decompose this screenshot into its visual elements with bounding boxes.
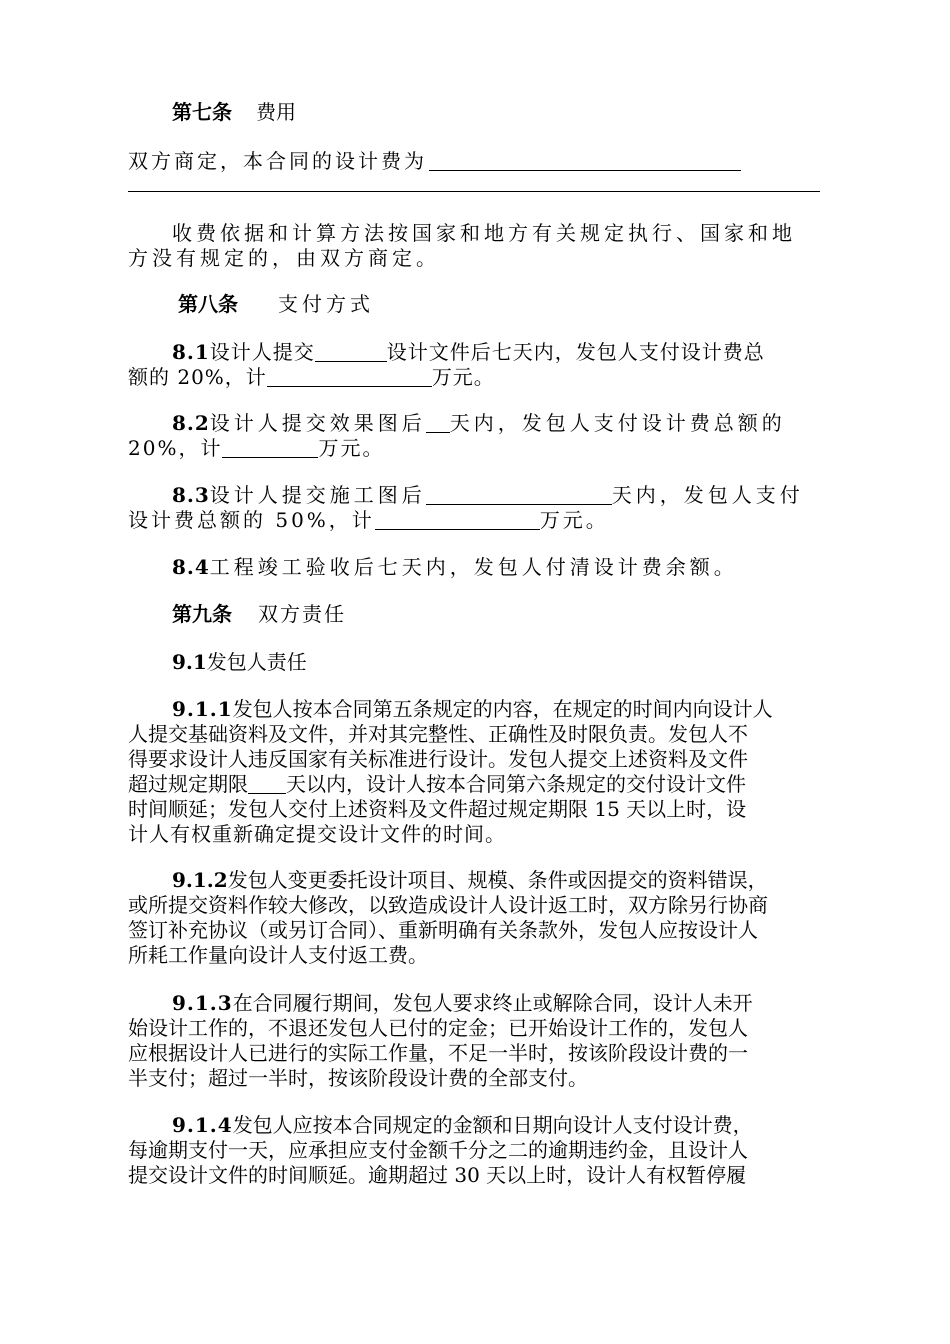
clause-8-1-line1 xyxy=(172,339,765,365)
clause-text: 天内，发包人支付 xyxy=(611,483,804,507)
blank xyxy=(222,437,318,458)
clause-text: 工程竣工验收后七天内，发包人付清设计费余额。 xyxy=(209,555,738,579)
clause-9-1-2-line2: 或所提交资料作较大修改，以致造成设计人设计返工时，双方除另行协商 xyxy=(128,893,768,917)
clause-8-3-line1 xyxy=(172,482,804,508)
article-7-fee-line xyxy=(128,148,741,174)
clause-text: 设计人提交施工图后 xyxy=(209,483,426,507)
fee-blank xyxy=(429,150,741,171)
clause-number: 9.1.2 xyxy=(172,868,228,892)
clause-number: 8.4 xyxy=(172,555,210,579)
article-9-title: 第九条 xyxy=(172,602,232,626)
clause-text: 设计文件后七天内，发包人支付设计费总 xyxy=(386,340,765,364)
clause-9-1-3-line4: 半支付；超过一半时，按该阶段设计费的全部支付。 xyxy=(128,1066,588,1090)
clause-text: 发包人按本合同第五条规定的内容，在规定的时间内向设计人 xyxy=(232,697,773,721)
clause-9-1-4-line3: 提交设计文件的时间顺延。逾期超过 30 天以上时，设计人有权暂停履 xyxy=(128,1163,747,1187)
clause-8-1-line2 xyxy=(128,364,495,390)
clause-9-1-3-line1 xyxy=(172,990,753,1016)
fee-statement: 双方商定，本合同的设计费为 xyxy=(128,149,427,173)
clause-9-1-1-line3: 得要求设计人违反国家有关标准进行设计。发包人提交上述资料及文件 xyxy=(128,747,748,771)
clause-text: 万元。 xyxy=(431,365,495,389)
clause-text: 发包人应按本合同规定的金额和日期向设计人支付设计费， xyxy=(232,1113,753,1137)
clause-9-1-4-line2: 每逾期支付一天，应承担应支付金额千分之二的逾期违约金，且设计人 xyxy=(128,1138,748,1162)
clause-number: 9.1.3 xyxy=(172,991,233,1015)
blank xyxy=(426,484,612,505)
clause-8-3-line2 xyxy=(128,507,609,533)
clause-text: 发包人变更委托设计项目、规模、条件或因提交的资料错误， xyxy=(227,868,768,892)
clause-8-2-line1 xyxy=(172,410,786,436)
blank xyxy=(248,773,286,794)
clause-9-1-2-line1 xyxy=(172,867,768,893)
clause-number: 8.1 xyxy=(172,340,210,364)
article-7-para-line2: 方没有规定的，由双方商定。 xyxy=(128,246,440,270)
clause-number: 8.2 xyxy=(172,411,210,435)
article-9-name: 双方责任 xyxy=(258,602,346,626)
blank xyxy=(426,412,450,433)
clause-text: 在合同履行期间，发包人要求终止或解除合同，设计人未开 xyxy=(232,991,753,1015)
article-7-heading xyxy=(172,99,296,125)
clause-number: 8.3 xyxy=(172,483,210,507)
clause-text: 设计人提交 xyxy=(209,340,315,364)
section-text: 发包人责任 xyxy=(206,650,307,674)
clause-text: 万元。 xyxy=(318,436,385,460)
fee-blank-continuation xyxy=(128,191,820,192)
clause-text: 20%，计 xyxy=(128,436,223,460)
clause-text: 万元。 xyxy=(539,508,609,532)
section-number: 9.1 xyxy=(172,650,207,674)
blank xyxy=(375,509,540,530)
clause-number: 9.1.4 xyxy=(172,1113,233,1137)
article-8-name: 支付方式 xyxy=(278,292,374,316)
clause-9-1-1-line1 xyxy=(172,696,773,722)
blank xyxy=(315,341,387,362)
clause-text: 超过规定期限 xyxy=(128,772,248,796)
article-7-para-line1: 收费依据和计算方法按国家和地方有关规定执行、国家和地 xyxy=(172,221,796,245)
clause-9-1-2-line3: 签订补充协议（或另订合同）、重新明确有关条款外，发包人应按设计人 xyxy=(128,918,758,942)
article-9-heading xyxy=(172,601,346,627)
clause-text: 额的 20%，计 xyxy=(128,365,267,389)
clause-9-1-2-line4: 所耗工作量向设计人支付返工费。 xyxy=(128,943,428,967)
clause-text: 设计人提交效果图后 xyxy=(209,411,426,435)
clause-9-1-4-line1 xyxy=(172,1112,753,1138)
clause-text: 天内，发包人支付设计费总额的 xyxy=(449,411,786,435)
article-7-title: 第七条 xyxy=(172,100,232,124)
clause-9-1-1-line4 xyxy=(128,771,746,797)
blank xyxy=(267,366,432,387)
clause-9-1-1-line5: 时间顺延；发包人交付上述资料及文件超过规定期限 15 天以上时，设 xyxy=(128,797,747,821)
clause-9-1-3-line3: 应根据设计人已进行的实际工作量，不足一半时，按该阶段设计费的一 xyxy=(128,1041,748,1065)
clause-9-1-1-line6: 计人有权重新确定提交设计文件的时间。 xyxy=(128,822,506,846)
clause-9-1-3-line2: 始设计工作的，不退还发包人已付的定金；已开始设计工作的，发包人 xyxy=(128,1016,748,1040)
clause-number: 9.1.1 xyxy=(172,697,233,721)
article-8-title: 第八条 xyxy=(178,292,238,316)
article-8-heading xyxy=(178,291,374,317)
clause-8-4 xyxy=(172,554,738,580)
clause-8-2-line2 xyxy=(128,435,384,461)
article-7-name: 费用 xyxy=(256,100,296,124)
clause-text: 设计费总额的 50%，计 xyxy=(128,508,375,532)
clause-9-1-1-line2: 人提交基础资料及文件，并对其完整性、正确性及时限负责。发包人不 xyxy=(128,722,748,746)
section-9-1 xyxy=(172,649,307,675)
clause-text: 天以内，设计人按本合同第六条规定的交付设计文件 xyxy=(286,772,746,796)
